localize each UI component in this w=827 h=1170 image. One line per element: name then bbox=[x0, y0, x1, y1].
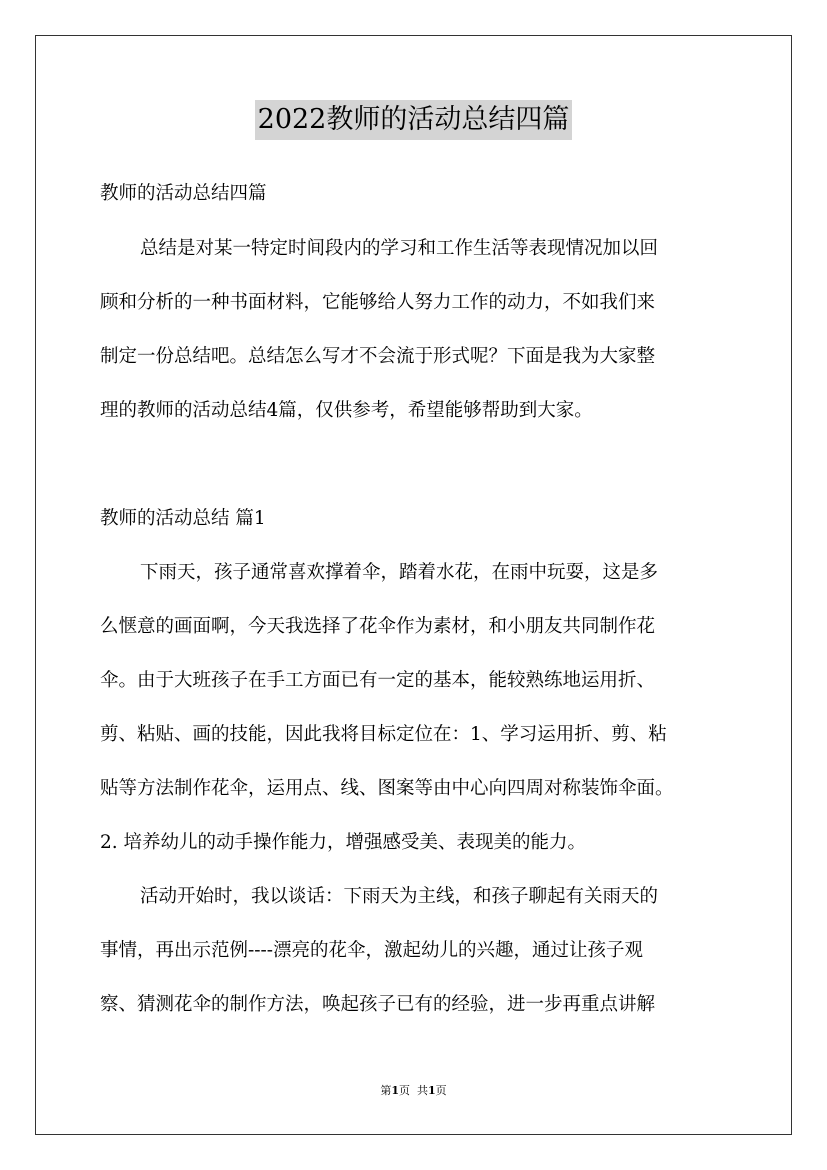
intro-line-1: 总结是对某一特定时间段内的学习和工作生活等表现情况加以回 bbox=[140, 238, 659, 259]
section1-line-2: 么惬意的画面啊，今天我选择了花伞作为素材，和小朋友共同制作花 bbox=[100, 616, 656, 637]
section1-line-9: 察、猜测花伞的制作方法，唤起孩子已有的经验，进一步再重点讲解 bbox=[100, 994, 656, 1015]
title-container bbox=[0, 100, 827, 140]
section1-line-8: 事情，再出示范例----漂亮的花伞，激起幼儿的兴趣，通过让孩子观 bbox=[100, 940, 644, 961]
document-subtitle: 教师的活动总结四篇 bbox=[100, 183, 267, 204]
section1-line-5: 贴等方法制作花伞，运用点、线、图案等由中心向四周对称装饰伞面。 bbox=[100, 778, 674, 799]
footer-page-prefix: 第 bbox=[380, 1084, 392, 1097]
intro-line-3: 制定一份总结吧。总结怎么写才不会流于形式呢？下面是我为大家整 bbox=[100, 346, 656, 367]
footer-page-suffix: 页 bbox=[399, 1084, 410, 1097]
section1-line-1: 下雨天，孩子通常喜欢撑着伞，踏着水花，在雨中玩耍，这是多 bbox=[140, 562, 659, 583]
intro-line-4: 理的教师的活动总结4篇，仅供参考，希望能够帮助到大家。 bbox=[100, 400, 593, 421]
footer-total-suffix: 页 bbox=[435, 1084, 447, 1097]
section1-line-3: 伞。由于大班孩子在手工方面已有一定的基本，能较熟练地运用折、 bbox=[100, 670, 656, 691]
footer-total-prefix: 共 bbox=[417, 1084, 428, 1097]
section1-line-7: 活动开始时，我以谈话：下雨天为主线，和孩子聊起有关雨天的 bbox=[140, 886, 659, 907]
footer-total-number: 1 bbox=[428, 1084, 436, 1097]
page-footer bbox=[0, 1083, 827, 1099]
intro-line-2: 顾和分析的一种书面材料，它能够给人努力工作的动力，不如我们来 bbox=[100, 292, 656, 313]
document-title: 2022教师的活动总结四篇 bbox=[255, 100, 573, 140]
footer-page-number: 1 bbox=[391, 1084, 399, 1097]
section1-line-4: 剪、粘贴、画的技能，因此我将目标定位在：1、学习运用折、剪、粘 bbox=[100, 724, 667, 745]
section1-line-6: 2. 培养幼儿的动手操作能力，增强感受美、表现美的能力。 bbox=[100, 832, 587, 853]
section1-heading: 教师的活动总结 篇1 bbox=[100, 508, 266, 529]
